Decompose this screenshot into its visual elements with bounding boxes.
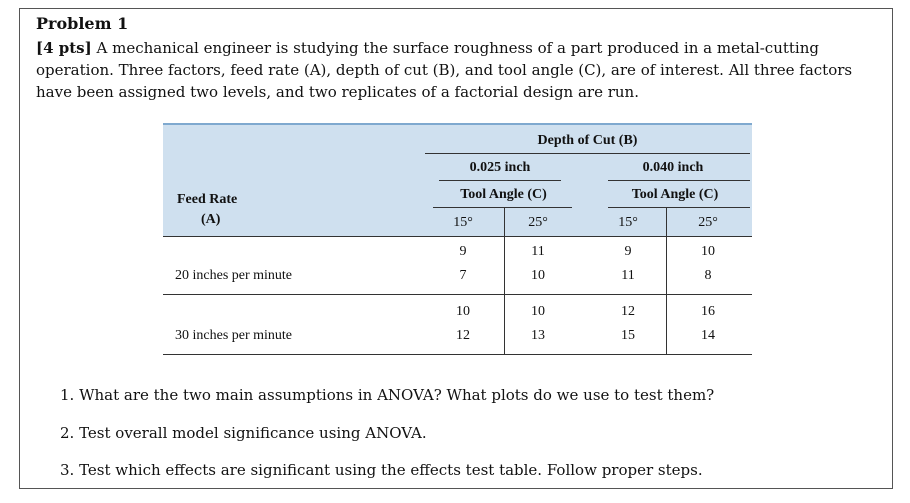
- angle-rule-left: [433, 207, 572, 208]
- angle-15-b: 15°: [618, 215, 638, 230]
- angle-25-b: 25°: [698, 215, 718, 230]
- points-label: [4 pts]: [36, 39, 92, 57]
- column-divider-1: [504, 207, 505, 354]
- cell: 10: [531, 268, 545, 283]
- depth-level-2: 0.040 inch: [642, 160, 704, 175]
- cell: 7: [459, 268, 467, 283]
- question-2: 2. Test overall model significance using ANOVA.: [60, 424, 427, 442]
- depth-025-rule: [439, 180, 561, 181]
- cell: 15: [621, 328, 635, 343]
- cell: 11: [531, 244, 545, 259]
- cell: 10: [531, 304, 545, 319]
- feed-rate-label: Feed Rate: [177, 192, 238, 207]
- question-3: 3. Test which effects are significant using the effects test table. Follow proper steps.: [60, 461, 703, 479]
- problem-statement: [36, 37, 886, 103]
- cell: 8: [704, 268, 712, 283]
- statement-text: A mechanical engineer is studying the surface roughness of a part produced in a metal-cutting operation. Three factors, feed rate (A), depth of cut (B), and tool angle (C), are of interest. All three factors have been assigned two levels, and two replicates of a factorial design are run.: [36, 39, 853, 101]
- depth-rule: [425, 153, 750, 154]
- row-label-30ipm: 30 inches per minute: [175, 328, 293, 343]
- feed-rate-symbol: (A): [201, 212, 221, 227]
- cell: 16: [701, 304, 715, 319]
- cell: 10: [701, 244, 715, 259]
- problem-title: Problem 1: [36, 14, 129, 33]
- column-divider-3: [666, 207, 667, 354]
- question-1: 1. What are the two main assumptions in ANOVA? What plots do we use to test them?: [60, 386, 715, 404]
- angle-15-a: 15°: [453, 215, 473, 230]
- cell: 11: [621, 268, 635, 283]
- depth-header: Depth of Cut (B): [537, 133, 638, 148]
- tool-angle-header-1: Tool Angle (C): [460, 187, 547, 202]
- header-bottom-rule: [163, 236, 752, 237]
- row-label-20ipm: 20 inches per minute: [175, 268, 293, 283]
- table-top-rule: [163, 123, 752, 125]
- cell: 10: [456, 304, 470, 319]
- angle-rule-right: [608, 207, 750, 208]
- table-bottom-rule: [163, 354, 752, 355]
- row-separator-rule: [163, 294, 752, 295]
- tool-angle-header-2: Tool Angle (C): [631, 187, 719, 202]
- cell: 12: [456, 328, 470, 343]
- cell: 14: [701, 328, 715, 343]
- cell: 9: [459, 244, 467, 259]
- cell: 12: [621, 304, 635, 319]
- angle-25-a: 25°: [528, 215, 548, 230]
- depth-040-rule: [608, 180, 750, 181]
- cell: 13: [531, 328, 545, 343]
- cell: 9: [624, 244, 632, 259]
- depth-level-1: 0.025 inch: [469, 160, 531, 175]
- data-table: [163, 123, 752, 356]
